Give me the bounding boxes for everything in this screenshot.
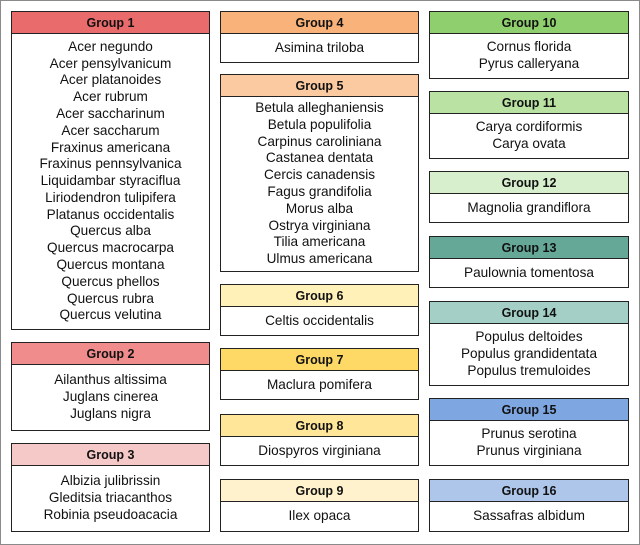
species-list [221, 502, 418, 531]
species-list [430, 34, 628, 78]
species-name: Juglans cinerea [62, 389, 159, 405]
species-name: Albizia julibrissin [60, 473, 161, 489]
species-name: Paulownia tomentosa [464, 264, 594, 280]
species-name: Pyrus calleryana [478, 56, 580, 71]
species-name: Maclura pomifera [266, 376, 372, 392]
group-box-13 [429, 236, 629, 288]
species-name: Prunus virginiana [476, 443, 582, 458]
group-title: Group 9 [221, 480, 418, 502]
species-name: Quercus macrocarpa [47, 240, 174, 256]
species-list [221, 437, 418, 465]
species-name: Robinia pseudoacacia [43, 506, 178, 522]
group-title: Group 10 [430, 12, 628, 34]
species-name: Fraxinus pennsylvanica [39, 156, 182, 172]
group-box-8 [220, 414, 419, 466]
species-list [430, 502, 628, 531]
species-name: Liriodendron tulipifera [45, 189, 176, 205]
species-list [430, 114, 628, 158]
species-name: Castanea dentata [265, 150, 374, 166]
group-box-14 [429, 301, 629, 386]
species-name: Tilia americana [273, 234, 366, 250]
species-name: Populus deltoides [475, 329, 583, 345]
species-name: Celtis occidentalis [265, 312, 374, 328]
group-box-11 [429, 91, 629, 159]
species-name: Populus grandidentata [460, 346, 598, 362]
group-box-6 [220, 284, 419, 336]
group-box-15 [429, 398, 629, 466]
species-name: Platanus occidentalis [46, 206, 175, 222]
species-name: Fraxinus americana [50, 139, 171, 155]
species-list [430, 194, 628, 222]
group-box-4 [220, 11, 419, 63]
species-list [430, 421, 628, 465]
group-box-7 [220, 348, 419, 400]
species-name: Cercis canadensis [263, 167, 376, 183]
species-name: Acer pensylvanicum [49, 55, 172, 71]
species-name: Acer rubrum [73, 89, 148, 105]
group-title: Group 7 [221, 349, 418, 371]
species-name: Gleditsia triacanthos [48, 490, 173, 506]
species-name: Acer saccharinum [56, 105, 165, 121]
species-list [430, 324, 628, 385]
group-title: Group 12 [430, 172, 628, 194]
group-title: Group 11 [430, 92, 628, 114]
species-name: Fagus grandifolia [267, 184, 372, 199]
species-list [12, 365, 209, 430]
species-name: Carya cordiformis [475, 119, 583, 135]
species-name: Carya ovata [492, 136, 566, 151]
group-title: Group 2 [12, 343, 209, 365]
species-name: Morus alba [285, 200, 354, 216]
species-list [221, 34, 418, 62]
species-name: Asimina triloba [274, 39, 365, 55]
group-box-2 [11, 342, 210, 431]
species-list [221, 371, 418, 399]
species-list [12, 34, 209, 329]
group-title: Group 15 [430, 399, 628, 421]
species-name: Ulmus americana [266, 251, 373, 267]
species-name: Liquidambar styraciflua [40, 173, 181, 189]
species-name: Acer saccharum [61, 122, 160, 138]
species-name: Ailanthus altissima [54, 372, 167, 388]
species-name: Acer platanoides [59, 72, 162, 88]
group-box-1 [11, 11, 210, 330]
group-box-16 [429, 479, 629, 532]
group-box-10 [429, 11, 629, 79]
group-box-9 [220, 479, 419, 532]
species-name: Acer negundo [68, 38, 153, 54]
species-list [430, 259, 628, 287]
species-name: Ostrya virginiana [268, 217, 371, 233]
species-name: Magnolia grandiflora [467, 199, 591, 215]
species-name: Quercus rubra [67, 290, 154, 306]
group-title: Group 1 [12, 12, 209, 34]
species-name: Cornus florida [486, 39, 572, 55]
group-title: Group 16 [430, 480, 628, 502]
group-title: Group 14 [430, 302, 628, 324]
group-box-3 [11, 443, 210, 532]
species-name: Betula alleghaniensis [255, 100, 384, 116]
species-name: Populus tremuloides [467, 362, 591, 378]
species-name: Quercus velutina [59, 307, 162, 323]
species-name: Quercus alba [70, 223, 151, 239]
species-name: Ilex opaca [288, 508, 351, 524]
group-box-5 [220, 74, 419, 272]
species-list [221, 307, 418, 335]
species-name: Carpinus caroliniana [257, 133, 382, 149]
group-title: Group 5 [221, 75, 418, 97]
species-name: Quercus phellos [61, 273, 160, 289]
species-name: Juglans nigra [70, 405, 151, 421]
species-name: Diospyros virginiana [258, 442, 381, 458]
group-title: Group 4 [221, 12, 418, 34]
group-title: Group 3 [12, 444, 209, 466]
group-box-12 [429, 171, 629, 223]
species-list [221, 97, 418, 271]
species-name: Quercus montana [56, 257, 165, 273]
group-title: Group 6 [221, 285, 418, 307]
species-name: Prunus serotina [481, 426, 577, 442]
group-title: Group 8 [221, 415, 418, 437]
species-name: Sassafras albidum [473, 508, 585, 524]
species-list [12, 466, 209, 531]
group-title: Group 13 [430, 237, 628, 259]
species-name: Betula populifolia [267, 116, 372, 132]
